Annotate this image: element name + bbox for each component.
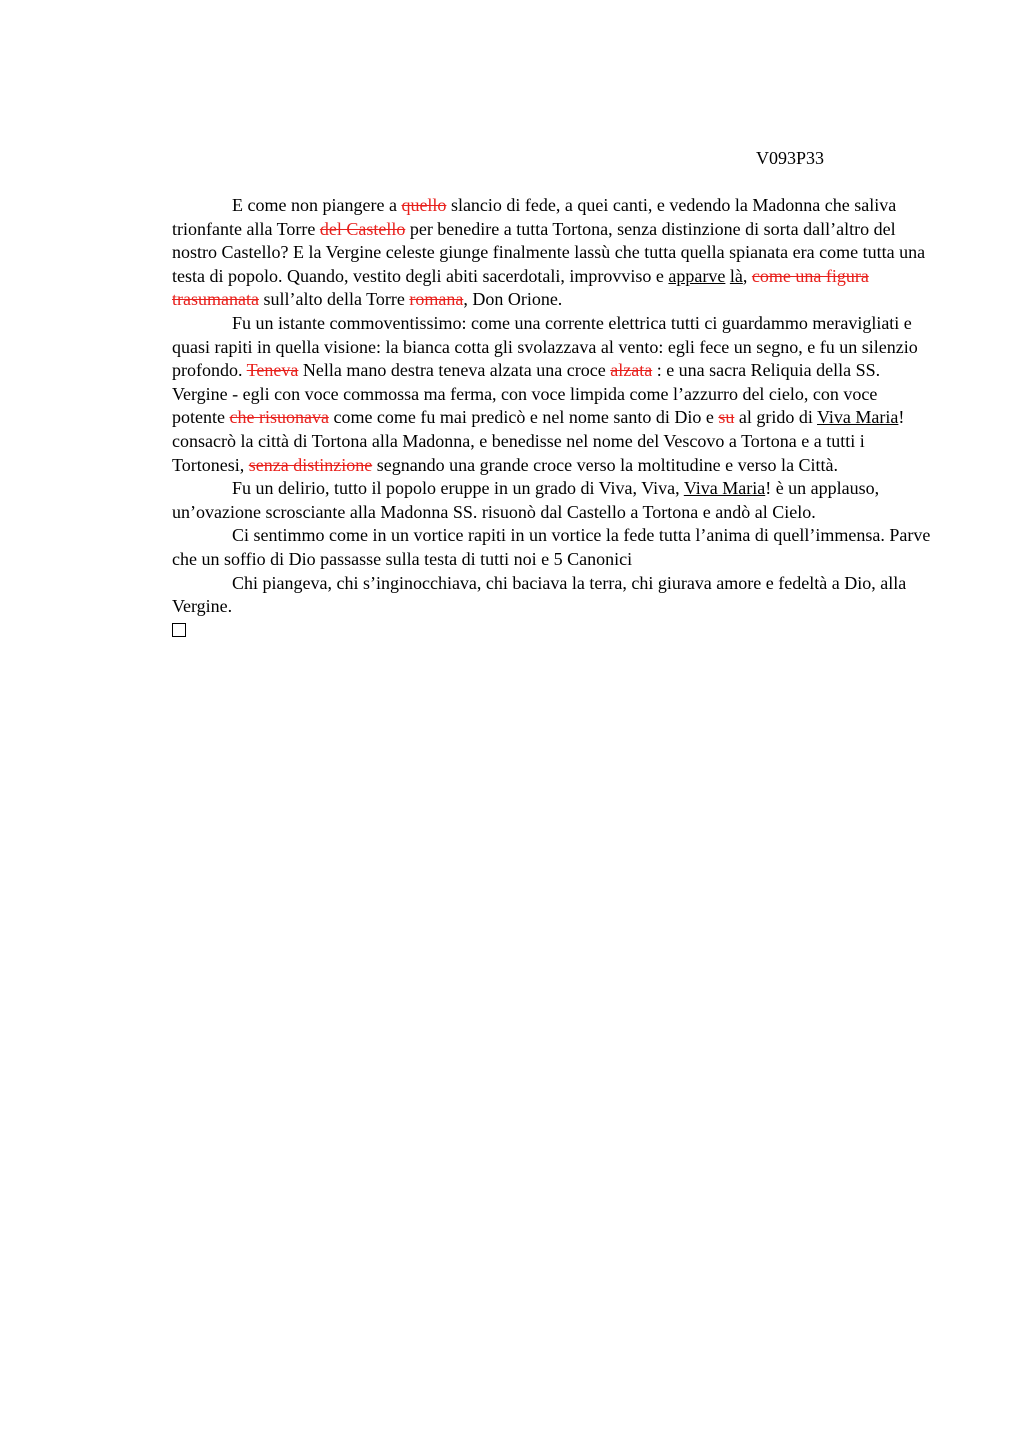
text-run: Fu un delirio, tutto il popolo eruppe in un grado di Viva, Viva, [232,478,684,499]
deleted-text: Teneva [246,360,299,381]
document-body [172,194,934,637]
paragraph-5 [172,572,934,619]
text-run: Ci sentimmo come in un vortice rapiti in un vortice la fede tutta l’anima di quell’immensa. Parve che un soffio di Dio passasse sulla testa di tutti noi e 5 Canonici [172,525,931,569]
deleted-text: alzata [610,360,653,381]
text-run: Nella mano destra teneva alzata una croce [298,360,611,381]
deleted-text: senza distinzione [248,454,373,475]
text-run: al grido di [734,407,818,428]
end-marker-box [172,623,186,637]
text-run: slancio di fede, a quei canti, e vedendo la Madonna che saliva trionfante alla Torre [172,195,897,239]
text-run: , [742,265,752,286]
text-run: , Don Orione. [463,289,563,310]
text-run: Fu un istante commoventissimo: come una corrente elettrica tutti ci guardammo meravigliati e quasi rapiti in quella visione: la bianca cotta gli svolazzava al vento: egli fece un segno, e fu un silenzio profondo. [172,312,918,381]
deleted-text: che risuonava [229,407,329,428]
text-run: per benedire a tutta Tortona, senza distinzione di sorta dall’altro del nostro Castello? E la Vergine celeste giunge finalmente lassù che tutta quella spianata era come tutta una testa di popolo. Quando, vestito degli abiti sacerdotali, improvviso e [172,218,926,286]
underlined-text: là [729,265,743,286]
text-run: sull’alto della Torre [258,289,410,310]
deleted-text: su [718,407,735,428]
paragraph-4 [172,524,934,571]
deleted-text: del Castello [319,218,406,239]
paragraph-1 [172,194,934,312]
paragraph-2 [172,312,934,477]
deleted-text: quello [401,195,447,215]
text-run: : e una sacra Reliquia della SS. Vergine - egli con voce commossa ma ferma, con voce limpida come l’azzurro del cielo, con voce potente [172,360,881,428]
text-run: come come fu mai predicò e nel nome santo di Dio e [328,407,719,428]
text-run: ! consacrò la città di Tortona alla Madonna, e benedisse nel nome del Vescovo a Tortona e a tutti i Tortonesi, [172,407,905,475]
text-run: E come non piangere a [232,195,402,215]
underlined-text: apparve [668,265,726,286]
text-run: segnando una grande croce verso la moltitudine e verso la Città. [372,454,839,475]
page-identifier: V093P33 [756,148,825,168]
underlined-text: Viva Maria [817,407,899,428]
text-run: Chi piangeva, chi s’inginocchiava, chi baciava la terra, chi giurava amore e fedeltà a Dio, alla Vergine. [172,572,907,617]
text-run: ! è un applauso, un’ovazione scrosciante alla Madonna SS. risuonò dal Castello a Tortona e andò al Cielo. [172,478,880,522]
underlined-text: Viva Maria [683,478,766,499]
deleted-text: come una figura trasumanata [172,265,869,310]
deleted-text: romana [409,289,464,310]
paragraph-3 [172,477,934,524]
